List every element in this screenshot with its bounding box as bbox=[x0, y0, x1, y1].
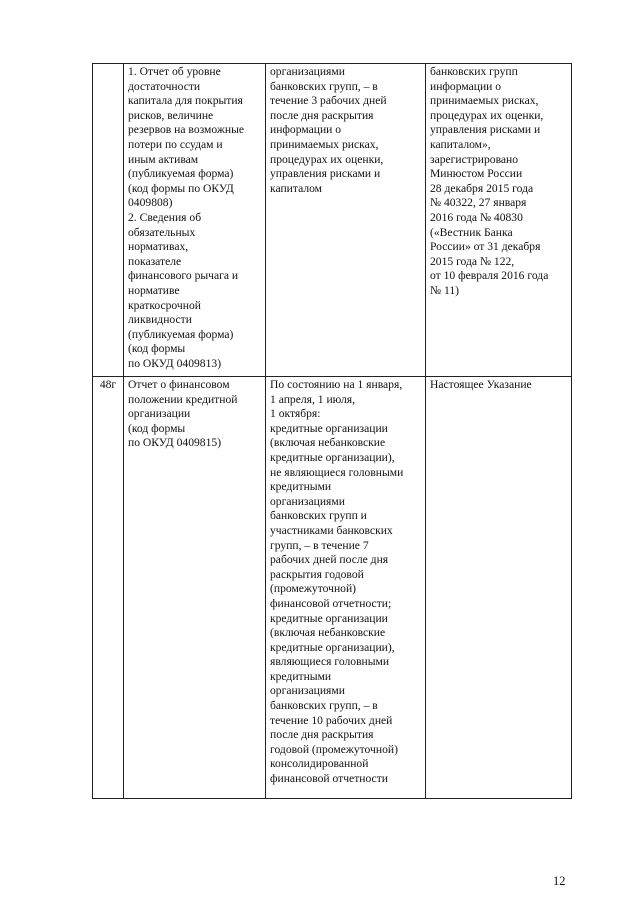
basis-text: банковских групп информации о принимаемых рисках, процедурах их оценки, управления рисками и капиталом», зарегистрировано Минюстом России 28 декабря 2015 года № 40322, 27 января 2016 года № 40830 («Вестник Банка России» от 31 декабря 2015 года № 122, от 10 февраля 2016 года № 11) bbox=[430, 65, 549, 297]
basis-cell bbox=[426, 64, 572, 377]
page-number: 12 bbox=[553, 874, 566, 888]
basis-cell bbox=[426, 377, 572, 799]
terms-text: По состоянию на 1 января, 1 апреля, 1 июля, 1 октября: кредитные организации (включая небанковские кредитные организации), не являющиеся головными кредитными организациями банковских групп и участниками банковских групп, – в течение 7 рабочих дней после дня раскрытия годовой (промежуточной) финансовой отчетности; кредитные организации (включая небанковские кредитные организации), являющиеся головными кредитными организациями банковских групп, – в течение 10 рабочих дней после дня раскрытия годовой (промежуточной) консолидированной финансовой отчетности bbox=[270, 378, 404, 786]
terms-cell bbox=[266, 64, 426, 377]
basis-text: Настоящее Указание bbox=[430, 378, 532, 391]
document-table bbox=[92, 63, 572, 799]
terms-cell bbox=[266, 377, 426, 799]
terms-text: организациями банковских групп, – в течение 3 рабочих дней после дня раскрытия информации о принимаемых рисках, процедурах их оценки, управления рисками и капиталом bbox=[270, 65, 387, 195]
table-row bbox=[93, 64, 572, 377]
row-number-cell bbox=[93, 64, 124, 377]
form-name: 1. Отчет об уровне достаточности капитала для покрытия рисков, величине резервов на возможные потери по ссудам и иным активам (публикуемая форма) (код формы по ОКУД 0409808) 2. Сведения об обязательных нормативах, показателе финансового рычага и нормативе краткосрочной ликвидности (публикуемая форма) (код формы по ОКУД 0409813) bbox=[128, 65, 245, 370]
row-number-cell bbox=[93, 377, 124, 799]
form-name-cell bbox=[124, 377, 266, 799]
form-name: Отчет о финансовом положении кредитной организации (код формы по ОКУД 0409815) bbox=[128, 378, 238, 450]
form-name-cell bbox=[124, 64, 266, 377]
table-row bbox=[93, 377, 572, 799]
row-number: 48г bbox=[99, 378, 117, 391]
